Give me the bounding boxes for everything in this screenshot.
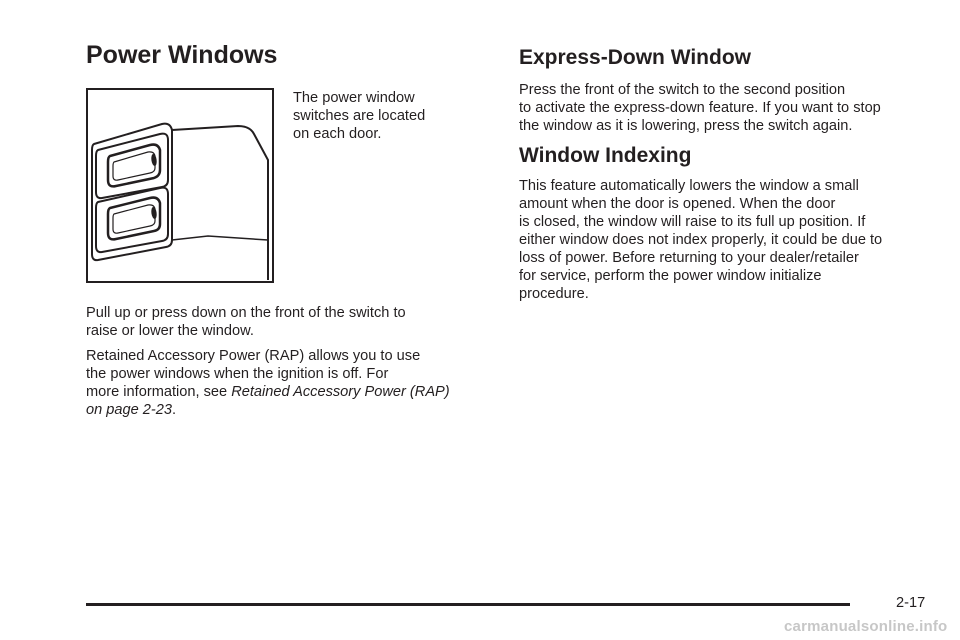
text-line: Pull up or press down on the front of the switch to	[86, 305, 406, 321]
text-line: to activate the express-down feature. If you want to stop	[519, 100, 881, 116]
watermark: carmanualsonline.info	[784, 618, 948, 635]
text-line: the power windows when the ignition is off. For	[86, 366, 389, 382]
text-line: amount when the door is opened. When the door	[519, 196, 836, 212]
footer-rule	[86, 603, 850, 606]
text-line: Retained Accessory Power (RAP) allows you to use	[86, 348, 421, 364]
text-line: for service, perform the power window initialize	[519, 268, 822, 284]
figure-caption	[293, 89, 425, 143]
paragraph-express-down	[519, 81, 881, 135]
heading-express-down-window: Express-Down Window	[519, 46, 751, 69]
rap-reference-link[interactable]: Retained Accessory Power (RAP)	[231, 384, 450, 400]
paragraph-pull-up	[86, 304, 406, 340]
text-line: the window as it is lowering, press the switch again.	[519, 118, 853, 134]
text-line: loss of power. Before returning to your dealer/retailer	[519, 250, 859, 266]
heading-window-indexing: Window Indexing	[519, 144, 692, 167]
page-heading-power-windows: Power Windows	[86, 41, 278, 69]
text-line: is closed, the window will raise to its full up position. If	[519, 214, 866, 230]
text-line: This feature automatically lowers the window a small	[519, 178, 859, 194]
text-line	[86, 401, 450, 419]
page-number: 2-17	[896, 595, 926, 611]
text-fragment: .	[172, 402, 177, 418]
paragraph-window-indexing	[519, 177, 882, 303]
caption-line: on each door.	[293, 126, 382, 142]
text-line: procedure.	[519, 286, 589, 302]
caption-line: switches are located	[293, 108, 426, 124]
caption-line: The power window	[293, 90, 415, 106]
text-line: either window does not index properly, it could be due to	[519, 232, 883, 248]
text-line: raise or lower the window.	[86, 323, 254, 339]
window-switch-icon	[88, 90, 272, 281]
power-window-switch-illustration	[86, 88, 274, 283]
paragraph-rap	[86, 347, 450, 419]
text-line: Press the front of the switch to the second position	[519, 82, 846, 98]
page-reference-link[interactable]: on page 2-23	[86, 402, 173, 418]
text-line	[86, 383, 450, 401]
text-fragment: more information, see	[86, 384, 232, 400]
